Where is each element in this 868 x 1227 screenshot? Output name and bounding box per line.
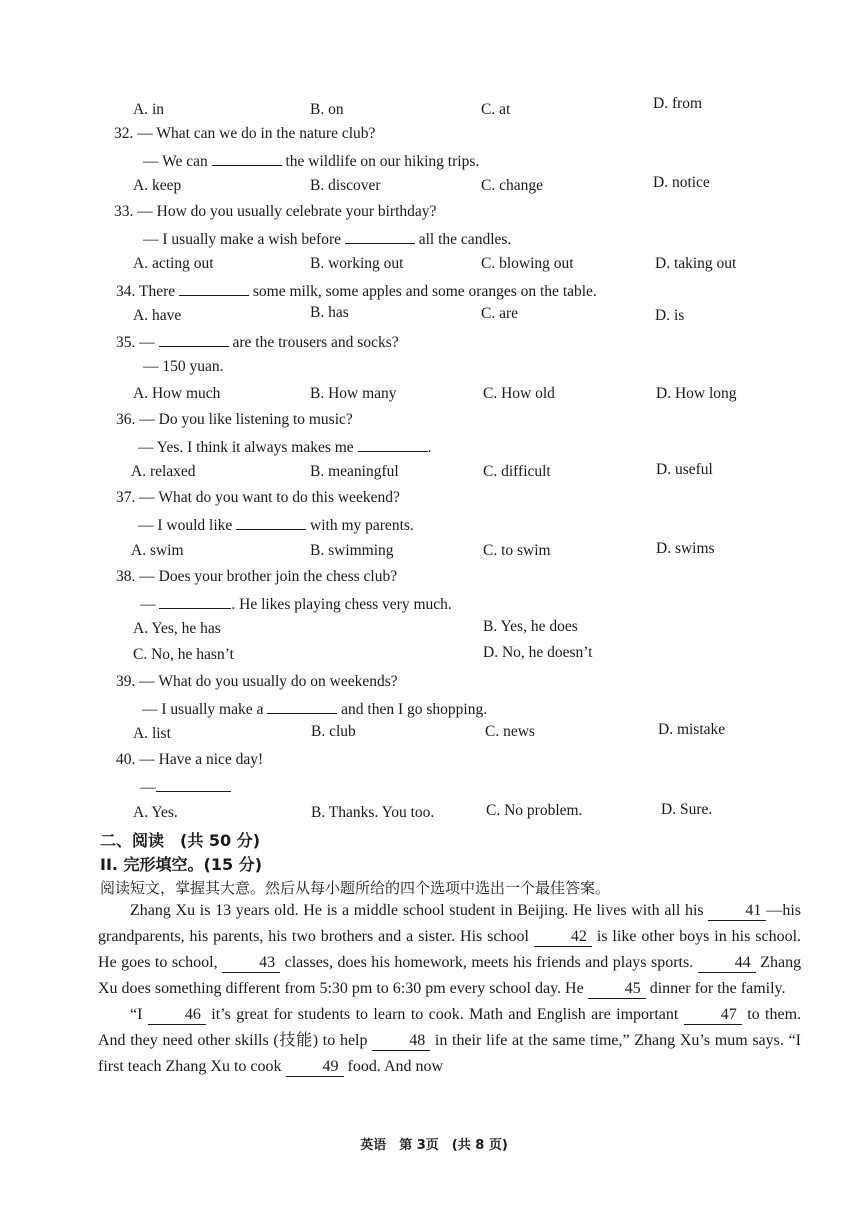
q39-question [116, 673, 398, 691]
q37-option-c[interactable]: C. to swim [483, 542, 551, 559]
blank-47[interactable]: 47 [684, 1006, 742, 1025]
blank-45[interactable]: 45 [588, 980, 646, 999]
q33-blank[interactable] [345, 229, 415, 244]
q37-prompt: — What do you want to do this weekend? [139, 489, 400, 506]
q38-options-row1 [0, 620, 868, 644]
q36-blank[interactable] [358, 437, 428, 452]
q40-option-b[interactable]: B. Thanks. You too. [311, 804, 435, 821]
passage-text: in their life at the same time,” Zhang Xu’s mum says. “I first teach Zhang Xu to cook [98, 1032, 802, 1075]
q36-option-b[interactable]: B. meaningful [310, 463, 399, 480]
q34-question [116, 281, 597, 301]
q31-option-c[interactable]: C. at [481, 101, 511, 118]
passage-paragraph-2 [98, 1002, 801, 1080]
q36-options [0, 463, 868, 487]
q36-prompt: — Do you like listening to music? [139, 411, 353, 428]
q35-option-c[interactable]: C. How old [483, 385, 555, 402]
passage-text: it’s great for students to learn to cook. Math and English are important [211, 1006, 679, 1023]
q37-answer-line [138, 515, 414, 535]
q39-option-d[interactable]: D. mistake [658, 721, 726, 738]
q40-options [0, 801, 868, 828]
q34-prompt-end: some milk, some apples and some oranges on the table. [252, 283, 597, 300]
q32-question [114, 125, 375, 143]
q32-prompt: — What can we do in the nature club? [137, 125, 376, 142]
q39-answer-line [142, 699, 487, 719]
q40-number: 40. [116, 751, 136, 768]
q40-dash: — [140, 779, 156, 796]
q40-option-a[interactable]: A. Yes. [133, 804, 178, 821]
q38-question [116, 568, 397, 586]
q37-answer-end: with my parents. [310, 517, 414, 534]
q34-option-a[interactable]: A. have [133, 307, 182, 324]
subsection-title: II. 完形填空。(15 分) [100, 855, 263, 874]
q38-option-b[interactable]: B. Yes, he does [483, 618, 578, 635]
passage-text: —his grandparents, his parents, his two brothers and a sister. His school [98, 902, 802, 945]
passage-text: Zhang Xu is 13 years old. He is a middle school student in Beijing. He lives with all his [130, 902, 704, 919]
q33-answer-end: all the candles. [418, 231, 512, 248]
passage-text: Zhang Xu does something different from 5:30 pm to 6:30 pm every school day. He [98, 954, 802, 997]
q32-option-d[interactable]: D. notice [653, 174, 710, 191]
q39-option-a[interactable]: A. list [133, 725, 171, 742]
q33-answer-start: — I usually make a wish before [143, 231, 341, 248]
q36-answer-line [138, 437, 431, 457]
q33-option-b[interactable]: B. working out [310, 255, 404, 272]
q39-options [0, 721, 868, 749]
q35-prompt-end: are the trousers and socks? [232, 334, 399, 351]
passage-text: food. And now [347, 1058, 444, 1075]
q32-options [0, 174, 868, 201]
q38-option-d[interactable]: D. No, he doesn’t [483, 644, 593, 661]
q39-option-b[interactable]: B. club [311, 723, 356, 740]
q33-option-d[interactable]: D. taking out [655, 255, 737, 272]
q36-option-c[interactable]: C. difficult [483, 463, 551, 480]
passage-text: is like other boys in his school. He goes to school, [98, 928, 802, 971]
q31-option-b[interactable]: B. on [310, 101, 344, 118]
blank-49[interactable]: 49 [286, 1058, 344, 1077]
q38-option-a[interactable]: A. Yes, he has [133, 620, 221, 637]
blank-48[interactable]: 48 [372, 1032, 430, 1051]
q38-answer-end: . He likes playing chess very much. [231, 596, 452, 613]
q35-blank[interactable] [159, 332, 229, 347]
blank-42[interactable]: 42 [534, 928, 592, 947]
q36-option-d[interactable]: D. useful [656, 461, 713, 478]
q34-option-d[interactable]: D. is [655, 307, 685, 324]
q34-options [0, 304, 868, 331]
q35-option-b[interactable]: B. How many [310, 385, 397, 402]
q33-option-a[interactable]: A. acting out [133, 255, 214, 272]
q35-option-d[interactable]: D. How long [656, 385, 737, 402]
q37-blank[interactable] [236, 515, 306, 530]
q35-dash: — [139, 334, 155, 351]
cloze-passage [98, 898, 801, 1080]
q32-number: 32. [114, 125, 134, 142]
q39-prompt: — What do you usually do on weekends? [139, 673, 398, 690]
q31-option-a[interactable]: A. in [133, 101, 164, 118]
q31-options [0, 95, 868, 125]
q39-option-c[interactable]: C. news [485, 723, 535, 740]
q35-number: 35. [116, 334, 136, 351]
q39-answer-end: and then I go shopping. [341, 701, 488, 718]
q40-blank[interactable] [156, 777, 231, 792]
q38-blank[interactable] [159, 594, 231, 609]
q37-option-b[interactable]: B. swimming [310, 542, 394, 559]
q33-options [0, 255, 868, 279]
q33-option-c[interactable]: C. blowing out [481, 255, 574, 272]
q39-blank[interactable] [267, 699, 337, 714]
q40-option-c[interactable]: C. No problem. [486, 802, 583, 819]
passage-text: “I [130, 1006, 143, 1023]
passage-paragraph-1 [98, 898, 801, 1002]
q37-number: 37. [116, 489, 136, 506]
q35-option-a[interactable]: A. How much [133, 385, 221, 402]
q33-prompt: — How do you usually celebrate your birthday? [137, 203, 437, 220]
q35-question [116, 332, 399, 352]
q40-prompt: — Have a nice day! [139, 751, 264, 768]
q32-answer-line [143, 151, 479, 171]
q40-question [116, 751, 263, 769]
q32-option-b[interactable]: B. discover [310, 177, 381, 194]
q38-prompt: — Does your brother join the chess club? [139, 568, 398, 585]
q33-number: 33. [114, 203, 134, 220]
q34-blank[interactable] [179, 281, 249, 296]
blank-44[interactable]: 44 [698, 954, 756, 973]
q39-answer-start: — I usually make a [142, 701, 264, 718]
q38-number: 38. [116, 568, 136, 585]
blank-46[interactable]: 46 [148, 1006, 206, 1025]
q40-answer-line [140, 777, 231, 797]
passage-text: classes, does his homework, meets his friends and plays sports. [284, 954, 694, 971]
q36-question [116, 411, 353, 429]
q36-answer-end: . [427, 439, 432, 456]
q32-blank[interactable] [212, 151, 282, 166]
q31-option-d[interactable]: D. from [653, 95, 703, 112]
q36-answer-start: — Yes. I think it always makes me [138, 439, 354, 456]
q36-option-a[interactable]: A. relaxed [131, 463, 196, 480]
q34-number: 34. [116, 283, 136, 300]
q38-answer-line [140, 594, 452, 614]
blank-41[interactable]: 41 [708, 902, 766, 921]
q37-question [116, 489, 400, 507]
q37-options [0, 542, 868, 566]
q32-option-a[interactable]: A. keep [133, 177, 182, 194]
passage-text: to them. And they need other skills (技能) to help [98, 1006, 802, 1049]
q36-number: 36. [116, 411, 136, 428]
q34-option-c[interactable]: C. are [481, 305, 519, 322]
q38-options-row2 [0, 646, 868, 670]
q32-option-c[interactable]: C. change [481, 177, 543, 194]
q35-options [0, 385, 868, 409]
q37-option-d[interactable]: D. swims [656, 540, 715, 557]
q33-answer-line [143, 229, 511, 249]
q33-question [114, 203, 436, 221]
q38-dash: — [140, 596, 156, 613]
q35-answer: — 150 yuan. [143, 358, 224, 375]
page-footer: 英语 第 3页 (共 8 页) [360, 1138, 508, 1153]
q32-answer-start: — We can [143, 153, 208, 170]
q32-answer-end: the wildlife on our hiking trips. [285, 153, 480, 170]
q37-answer-start: — I would like [138, 517, 233, 534]
q39-number: 39. [116, 673, 136, 690]
passage-text: dinner for the family. [649, 980, 786, 997]
blank-43[interactable]: 43 [222, 954, 280, 973]
q38-option-c[interactable]: C. No, he hasn’t [133, 646, 234, 663]
section-instruction: 阅读短文，掌握其大意。然后从每小题所给的四个选项中选出一个最佳答案。 [100, 879, 611, 897]
section-title: 二、阅读 (共 50 分) [100, 831, 261, 850]
q37-option-a[interactable]: A. swim [131, 542, 184, 559]
q34-option-b[interactable]: B. has [310, 304, 349, 321]
q34-prompt-start: There [138, 283, 176, 300]
q40-option-d[interactable]: D. Sure. [661, 801, 713, 818]
